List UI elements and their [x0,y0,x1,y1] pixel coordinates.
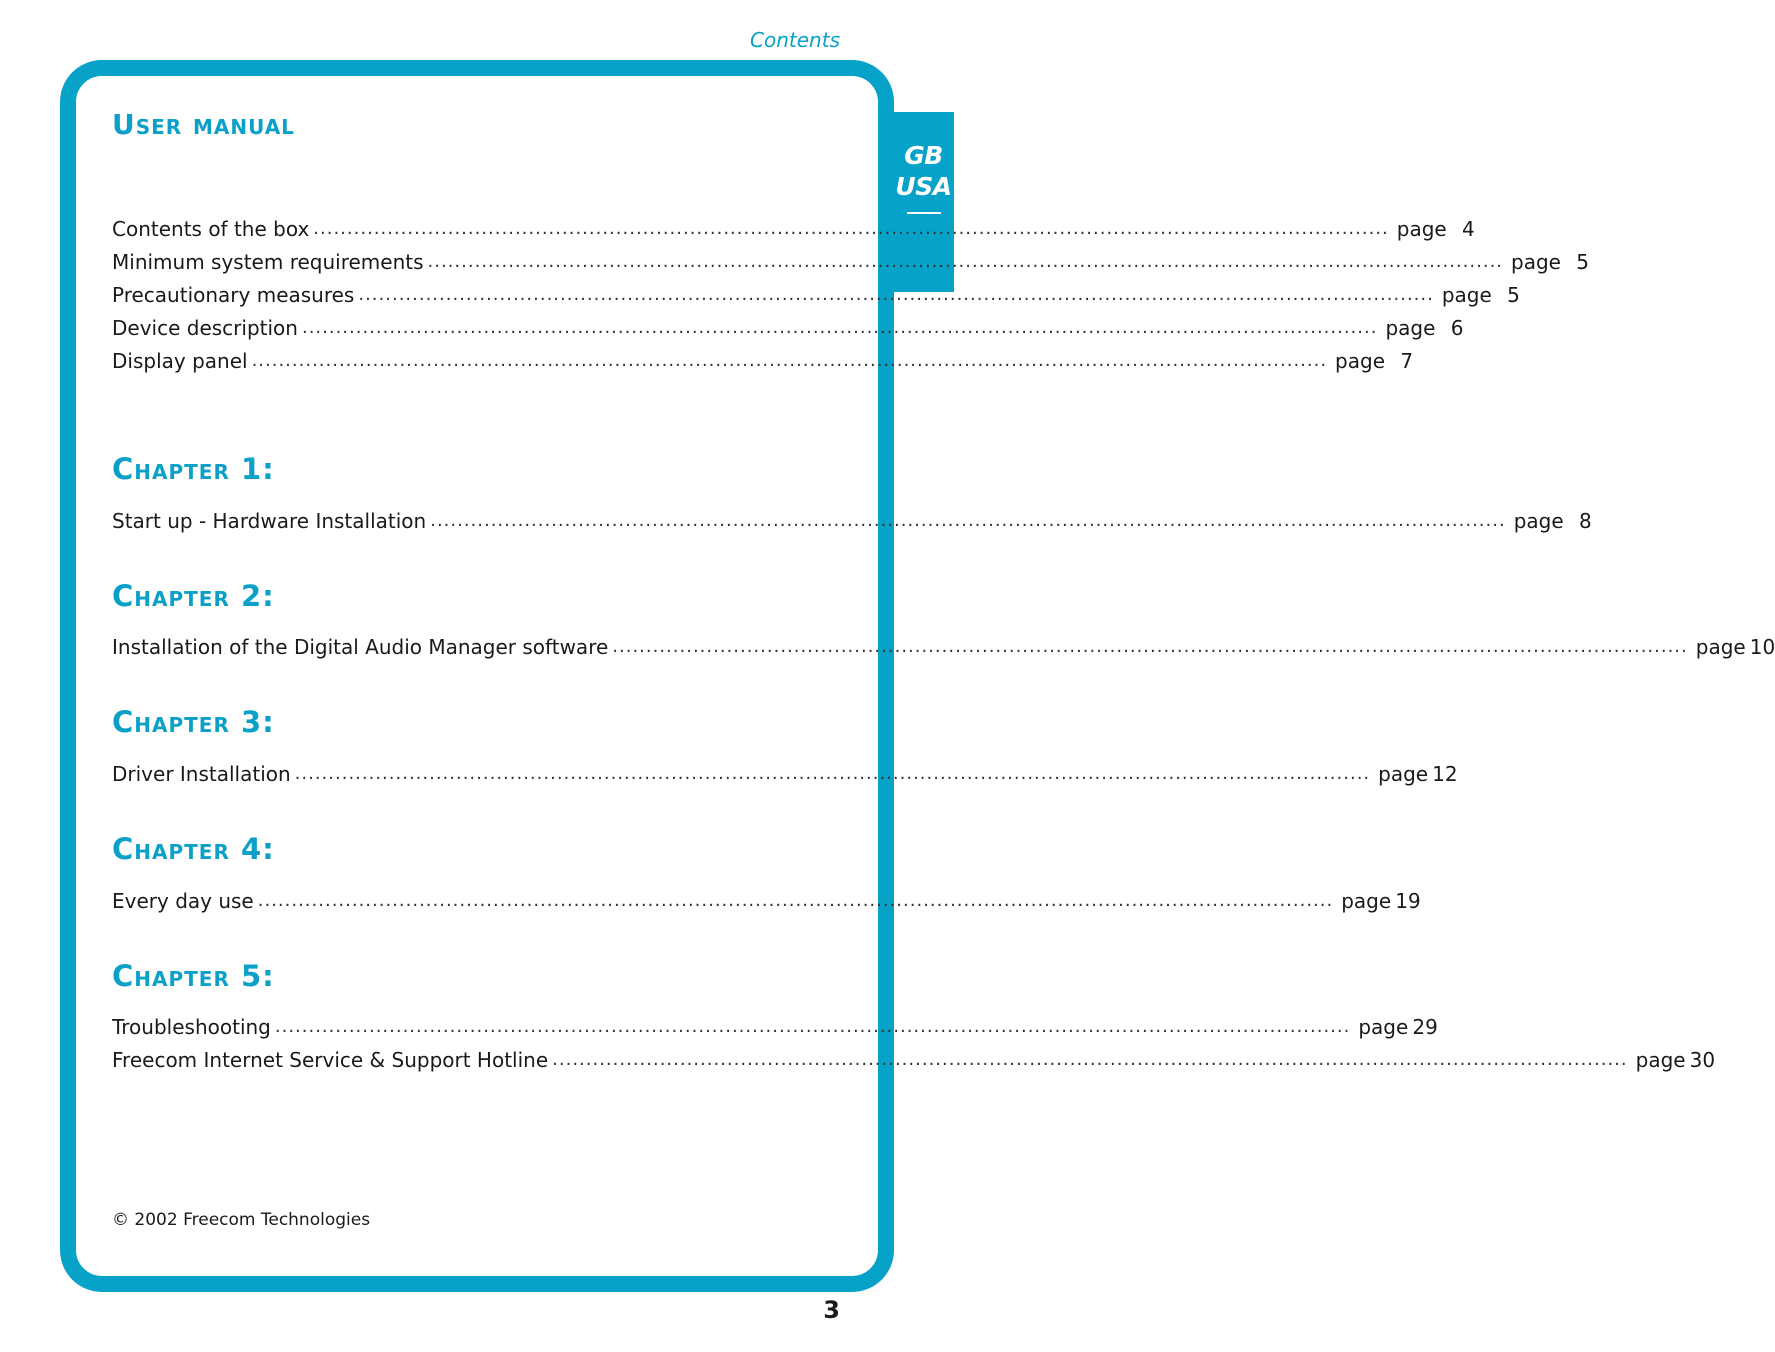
language-tab-usa: USA [895,172,952,201]
toc-entry[interactable] [112,759,1458,789]
leader-dots: ................................................................................................................................................................ [301,317,1378,338]
toc-page-label: page [1695,635,1746,659]
toc-entry-title: Minimum system requirements [112,250,424,274]
toc-page-label: page [1341,889,1392,913]
toc-entry-title: Start up - Hardware Installation [112,509,427,533]
toc-page-label: page [1358,1015,1409,1039]
toc-entry[interactable] [112,313,1464,343]
leader-dots: ................................................................................................................................................................ [552,1049,1628,1070]
leader-dots: ................................................................................................................................................................ [612,636,1688,657]
language-tab-gb: GB [904,141,943,170]
chapter-4-heading: Chapter 4: [112,832,275,866]
content-frame [60,60,894,1292]
toc-page-number: 5 [1507,283,1520,307]
page-number: 3 [823,1296,840,1324]
chapter-2-heading: Chapter 2: [112,579,275,613]
toc-entry[interactable] [112,247,1590,277]
copyright-notice: © 2002 Freecom Technologies [112,1210,371,1230]
toc-page-label: page [1511,250,1561,274]
toc-entry[interactable] [112,280,1520,310]
toc-page-number: 10 [1749,635,1775,659]
leader-dots: ................................................................................................................................................................ [313,218,1389,239]
toc-entry[interactable] [112,346,1414,376]
toc-page-number: 12 [1432,762,1458,786]
toc-entry[interactable] [112,506,1592,536]
chapter-3-heading: Chapter 3: [112,705,275,739]
leader-dots: ................................................................................................................................................................ [430,510,1506,531]
toc-page-label: page [1441,283,1492,307]
chapter-1-heading: Chapter 1: [112,452,275,486]
leader-dots: ................................................................................................................................................................ [294,763,1371,784]
toc-page-number: 4 [1462,217,1475,241]
leader-dots: ................................................................................................................................................................ [358,284,1434,305]
toc-entry[interactable] [112,1045,1716,1075]
manual-title: User manual [112,108,295,141]
toc-page-number: 7 [1400,349,1414,373]
leader-dots: ................................................................................................................................................................ [251,350,1328,371]
toc-page-label: page [1335,349,1385,373]
toc-entry[interactable] [112,214,1475,244]
chapter-5-heading: Chapter 5: [112,959,275,993]
toc-entry-title: Every day use [112,889,254,913]
leader-dots: ................................................................................................................................................................ [257,890,1334,911]
toc-page-number: 5 [1576,250,1590,274]
toc-entry[interactable] [112,1012,1438,1042]
toc-entry-title: Troubleshooting [112,1015,271,1039]
toc-page-label: page [1396,217,1447,241]
toc-page-label: page [1385,316,1436,340]
toc-page-number: 30 [1689,1048,1716,1072]
toc-page-number: 19 [1395,889,1421,913]
toc-entry-title: Installation of the Digital Audio Manager software [112,635,609,659]
toc-page-number: 29 [1412,1015,1438,1039]
leader-dots: ................................................................................................................................................................ [274,1016,1351,1037]
toc-page-number: 8 [1578,509,1592,533]
toc-entry-title: Contents of the box [112,217,310,241]
toc-entry-title: Driver Installation [112,762,291,786]
leader-dots: ................................................................................................................................................................ [427,251,1504,272]
toc-page-label: page [1378,762,1429,786]
section-label: Contents [750,28,840,52]
toc-entry[interactable] [112,632,1775,662]
toc-entry-title: Precautionary measures [112,283,355,307]
toc-entry-title: Display panel [112,349,248,373]
toc-entry-title: Freecom Internet Service & Support Hotline [112,1048,549,1072]
toc-page-label: page [1513,509,1564,533]
toc-page-number: 6 [1450,316,1464,340]
toc-page-label: page [1635,1048,1686,1072]
toc-entry-title: Device description [112,316,298,340]
toc-entry[interactable] [112,886,1421,916]
